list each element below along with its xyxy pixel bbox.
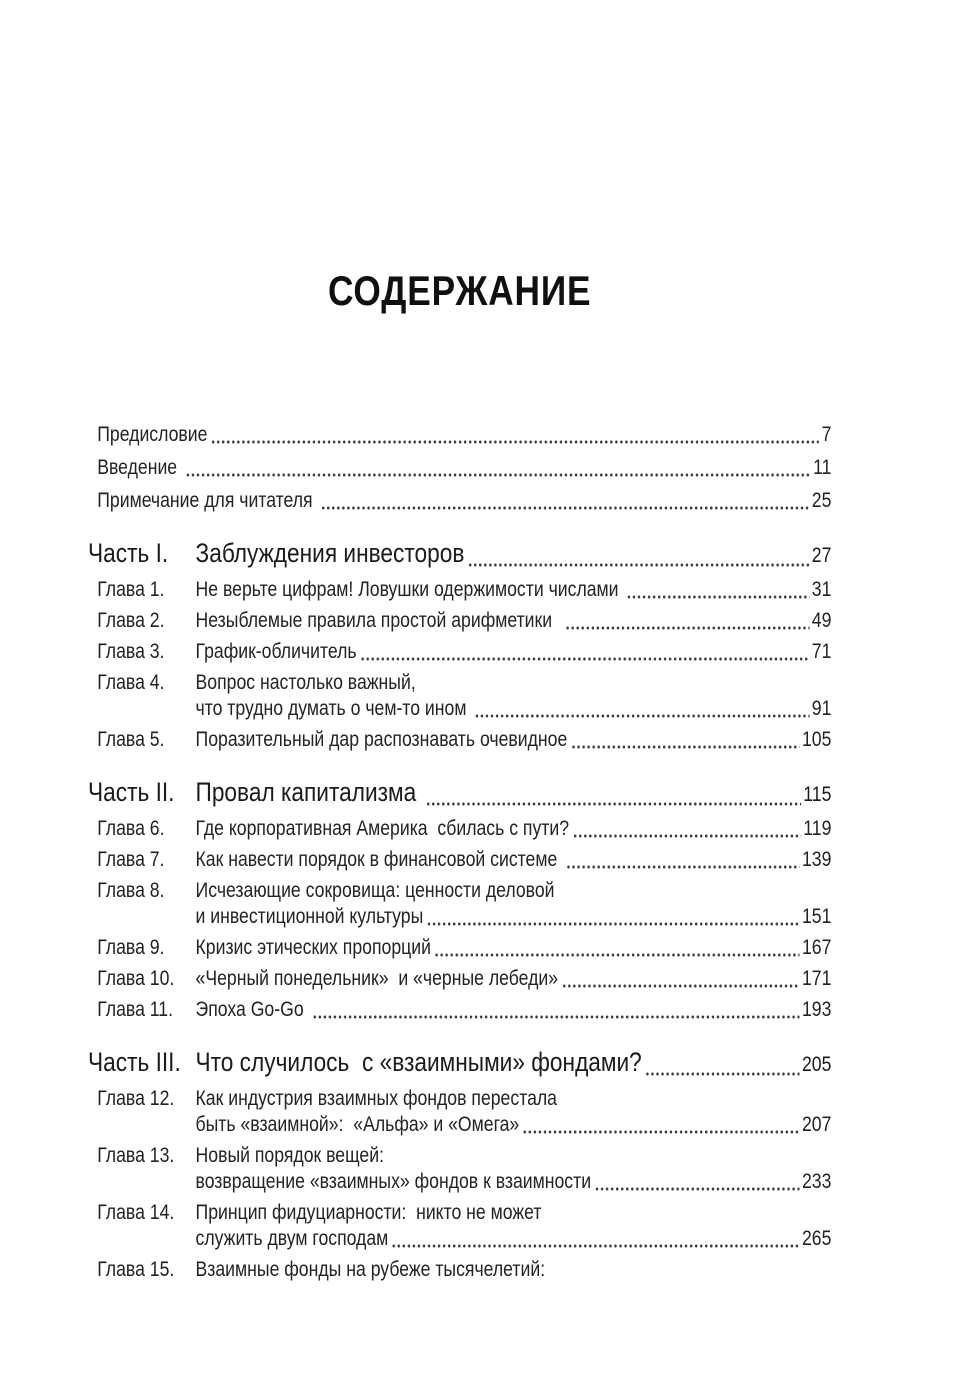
chapter-entry [88,878,831,930]
part-label: Часть III. [88,1047,181,1077]
entry-line [196,696,832,722]
page-number: 167 [801,936,832,959]
chapter-entry [88,1200,831,1252]
chapter-entry [88,1086,831,1138]
dot-leader [186,473,810,477]
part-heading [88,536,831,573]
entry-line [196,904,832,930]
entry-content [196,670,832,722]
entry-line [196,608,832,634]
entry-title: Что случилось с «взаимными» фондами? [195,1047,642,1077]
page-number: 233 [801,1170,832,1193]
entry-line [196,577,832,603]
entry-title: Провал капитализма [195,777,423,807]
entry-content [97,422,831,448]
page-number: 205 [801,1053,832,1076]
dot-leader [571,745,799,749]
chapter-label: Глава 13. [97,1144,175,1167]
dot-leader [392,1244,799,1248]
page-number: 119 [803,817,832,840]
page-number: 105 [801,728,832,751]
page-number: 91 [811,697,832,720]
entry-line [97,488,831,514]
page-title: СОДЕРЖАНИЕ [327,267,592,314]
chapter-label: Глава 10. [97,967,175,990]
dot-leader [313,1015,800,1019]
entry-line [97,422,831,448]
chapter-label: Глава 12. [97,1087,175,1110]
entry-content [97,455,831,481]
chapter-label: Глава 8. [97,879,165,902]
chapter-entry [88,816,831,842]
entry-line [196,966,832,992]
entry-line [97,455,831,481]
entry-title: Новый порядок вещей: [195,1144,384,1167]
chapter-label: Глава 4. [97,671,165,694]
entry-title: Принцип фидуциарности: никто не может [195,1201,542,1224]
entry-content [196,727,832,753]
dot-leader [212,440,819,444]
page-number: 139 [801,848,832,871]
page-number: 171 [801,967,832,990]
entry-line [196,878,832,904]
dot-leader [595,1187,799,1191]
entry-content [196,577,832,603]
entry-content [196,935,832,961]
entry-line [196,1200,832,1226]
part-label: Часть II. [88,777,175,807]
entry-title: и инвестиционной культуры [195,905,424,928]
entry-title: Исчезающие сокровища: ценности деловой [195,879,555,902]
entry-content [196,1257,832,1283]
entry-line [196,1257,832,1283]
part-label: Часть I. [88,538,169,568]
page-number: 27 [811,544,832,567]
entry-content [196,775,832,812]
content-area [88,268,831,1288]
entry-content [196,1143,832,1195]
dot-leader [469,563,810,567]
chapter-entry [88,966,831,992]
dot-leader [628,595,810,599]
entry-line [196,1112,832,1138]
page-number: 193 [801,998,832,1021]
entry-content [196,816,832,842]
entry-line [196,536,832,573]
chapter-entry [88,935,831,961]
entry-content [196,847,832,873]
entry-line [196,1045,832,1082]
front-matter-entry [88,455,831,481]
entry-title: Вопрос настолько важный, [195,671,416,694]
entry-title: Примечание для читателя [97,489,318,512]
chapter-label: Глава 2. [97,609,165,632]
entry-line [196,639,832,665]
chapter-entry [88,1257,831,1283]
chapter-label: Глава 5. [97,728,165,751]
entry-content [196,966,832,992]
chapter-entry [88,577,831,603]
chapter-entry [88,639,831,665]
entry-content [196,1045,832,1082]
entry-title: Введение [97,456,183,479]
entry-content [196,639,832,665]
entry-title: служить двум господам [195,1227,389,1250]
chapter-entry [88,608,831,634]
entry-title: Кризис этических пропорций [195,936,431,959]
page-number: 11 [813,456,832,479]
entry-line [196,847,832,873]
page-number: 25 [811,489,832,512]
entry-line [196,1086,832,1112]
dot-leader [427,802,801,806]
entry-content [196,997,832,1023]
chapter-entry [88,670,831,722]
entry-line [196,1169,832,1195]
part-heading [88,1045,831,1082]
entry-line [196,727,832,753]
part-heading [88,775,831,812]
entry-title: возвращение «взаимных» фондов к взаимности [195,1170,592,1193]
entry-title: Предисловие [97,423,208,446]
entry-content [196,536,832,573]
entry-line [196,670,832,696]
front-matter-entry [88,488,831,514]
chapter-label: Глава 9. [97,936,165,959]
chapter-label: Глава 11. [97,998,174,1021]
chapter-label: Глава 15. [97,1258,175,1281]
entry-title: Поразительный дар распознавать очевидное [195,728,568,751]
dot-leader [322,506,810,510]
entry-line [196,816,832,842]
dot-leader [573,834,800,838]
chapter-label: Глава 7. [97,848,165,871]
front-matter-entry [88,422,831,448]
entry-line [196,935,832,961]
chapter-entry [88,1143,831,1195]
entry-content [196,608,832,634]
entry-title: Как навести порядок в финансовой системе [195,848,563,871]
chapter-label: Глава 14. [97,1201,175,1224]
dot-leader [566,865,799,869]
entry-line [196,1226,832,1252]
toc [88,422,831,1283]
entry-content [196,1086,832,1138]
entry-content [196,878,832,930]
dot-leader [476,714,810,718]
chapter-entry [88,727,831,753]
page-number: 71 [811,640,832,663]
page-number: 7 [821,423,832,446]
entry-line [196,775,832,812]
entry-title: Как индустрия взаимных фондов перестала [195,1087,557,1110]
chapter-label: Глава 1. [97,578,165,601]
entry-line [196,1143,832,1169]
page-number: 115 [803,783,832,806]
entry-title: Не верьте цифрам! Ловушки одержимости числами [195,578,624,601]
dot-leader [566,626,809,630]
chapter-label: Глава 6. [97,817,165,840]
dot-leader [562,984,799,988]
entry-title: быть «взаимной»: «Альфа» и «Омега» [195,1113,520,1136]
page-number: 31 [811,578,832,601]
dot-leader [361,657,809,661]
page-number: 265 [801,1227,832,1250]
chapter-label: Глава 3. [97,640,165,663]
page-number: 49 [811,609,832,632]
entry-title: Где корпоративная Америка сбилась с пути? [195,817,570,840]
dot-leader [523,1130,799,1134]
dot-leader [646,1072,799,1076]
chapter-entry [88,847,831,873]
page-number: 207 [801,1113,832,1136]
entry-title: Заблуждения инвесторов [195,538,465,568]
entry-title: «Черный понедельник» и «черные лебеди» [195,967,559,990]
entry-title: Эпоха Go-Go [195,998,309,1021]
entry-content [97,488,831,514]
dot-leader [435,953,799,957]
entry-title: что трудно думать о чем-то ином [195,697,472,720]
entry-title: График-обличитель [195,640,357,663]
entry-line [196,997,832,1023]
chapter-entry [88,997,831,1023]
entry-title: Взаимные фонды на рубеже тысячелетий: [195,1258,546,1281]
entry-title: Незыблемые правила простой арифметики [195,609,562,632]
entry-content [196,1200,832,1252]
dot-leader [427,922,799,926]
page-number: 151 [801,905,832,928]
